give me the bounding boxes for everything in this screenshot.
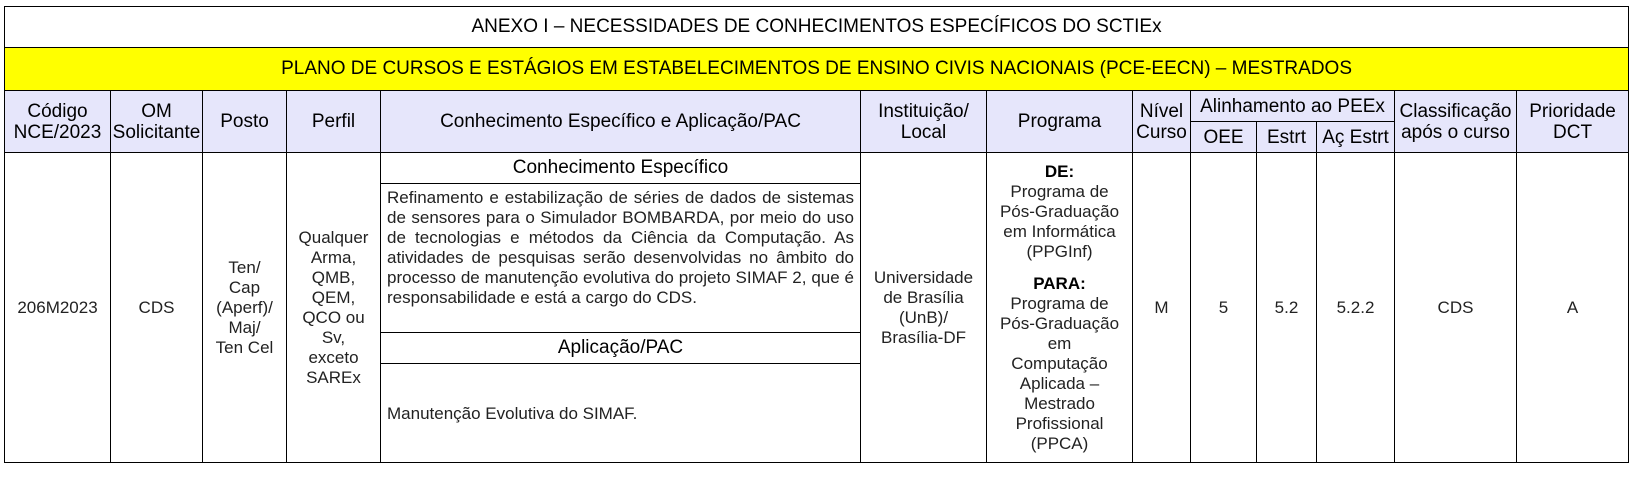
cell-programa: DE: Programa de Pós-Graduação em Informática (PPGInf) PARA: Programa de Pós-Graduação em Computação Aplicada – Mestrado Profissional (PPCA) — [987, 153, 1133, 463]
document-title: ANEXO I – NECESSIDADES DE CONHECIMENTOS ESPECÍFICOS DO SCTIEx — [5, 7, 1629, 48]
header-perfil: Perfil — [287, 91, 381, 153]
aplicacao-pac-text: Manutenção Evolutiva do SIMAF. — [387, 404, 638, 423]
conhecimento-especifico-text: Refinamento e estabilização de séries de dados de sistemas de sensores para o Simulador BOMBARDA, por meio do uso de tecnologias e métodos da Ciência da Computação. As atividades de pesquisas serão desenvolvidas no âmbito do processo de manutenção evolutiva do projeto SIMAF 2, que é responsabilidade e está a cargo do CDS. — [387, 188, 854, 307]
header-classificacao: Classificação após o curso — [1395, 91, 1517, 153]
header-posto: Posto — [203, 91, 287, 153]
header-prioridade: Prioridade DCT — [1517, 91, 1629, 153]
header-estrt: Estrt — [1257, 122, 1317, 153]
header-conhecimento: Conhecimento Específico e Aplicação/PAC — [381, 91, 861, 153]
table-row — [5, 153, 1629, 463]
cell-instituicao: Universidade de Brasília (UnB)/ Brasília-DF — [861, 153, 987, 463]
cell-estrt: 5.2 — [1257, 153, 1317, 463]
programa-de-label: DE: — [1044, 161, 1075, 181]
cell-classificacao: CDS — [1395, 153, 1517, 463]
header-instituicao: Instituição/ Local — [861, 91, 987, 153]
header-oee: OEE — [1191, 122, 1257, 153]
annex-document — [4, 6, 1628, 463]
header-om-solicitante: OM Solicitante — [111, 91, 203, 153]
cell-nivel: M — [1133, 153, 1191, 463]
cell-prioridade: A — [1517, 153, 1629, 463]
header-nivel-curso: Nível Curso — [1133, 91, 1191, 153]
table-subtitle: PLANO DE CURSOS E ESTÁGIOS EM ESTABELECIMENTOS DE ENSINO CIVIS NACIONAIS (PCE-EECN) – MESTRADOS — [5, 48, 1629, 91]
conhecimento-especifico-heading: Conhecimento Específico — [381, 153, 860, 184]
aplicacao-pac-heading: Aplicação/PAC — [381, 332, 860, 364]
cell-oee: 5 — [1191, 153, 1257, 463]
programa-para-label: PARA: — [1033, 273, 1086, 293]
cell-perfil: Qualquer Arma, QMB, QEM, QCO ou Sv, exceto SAREx — [287, 153, 381, 463]
cell-codigo: 206M2023 — [5, 153, 111, 463]
header-ac-estrt: Aç Estrt — [1317, 122, 1395, 153]
header-codigo: Código NCE/2023 — [5, 91, 111, 153]
cell-om: CDS — [111, 153, 203, 463]
cell-conhecimento — [381, 153, 861, 463]
cell-posto: Ten/ Cap (Aperf)/ Maj/ Ten Cel — [203, 153, 287, 463]
courses-table — [4, 6, 1629, 463]
cell-ac-estrt: 5.2.2 — [1317, 153, 1395, 463]
header-programa: Programa — [987, 91, 1133, 153]
header-alinhamento: Alinhamento ao PEEx — [1191, 91, 1395, 122]
